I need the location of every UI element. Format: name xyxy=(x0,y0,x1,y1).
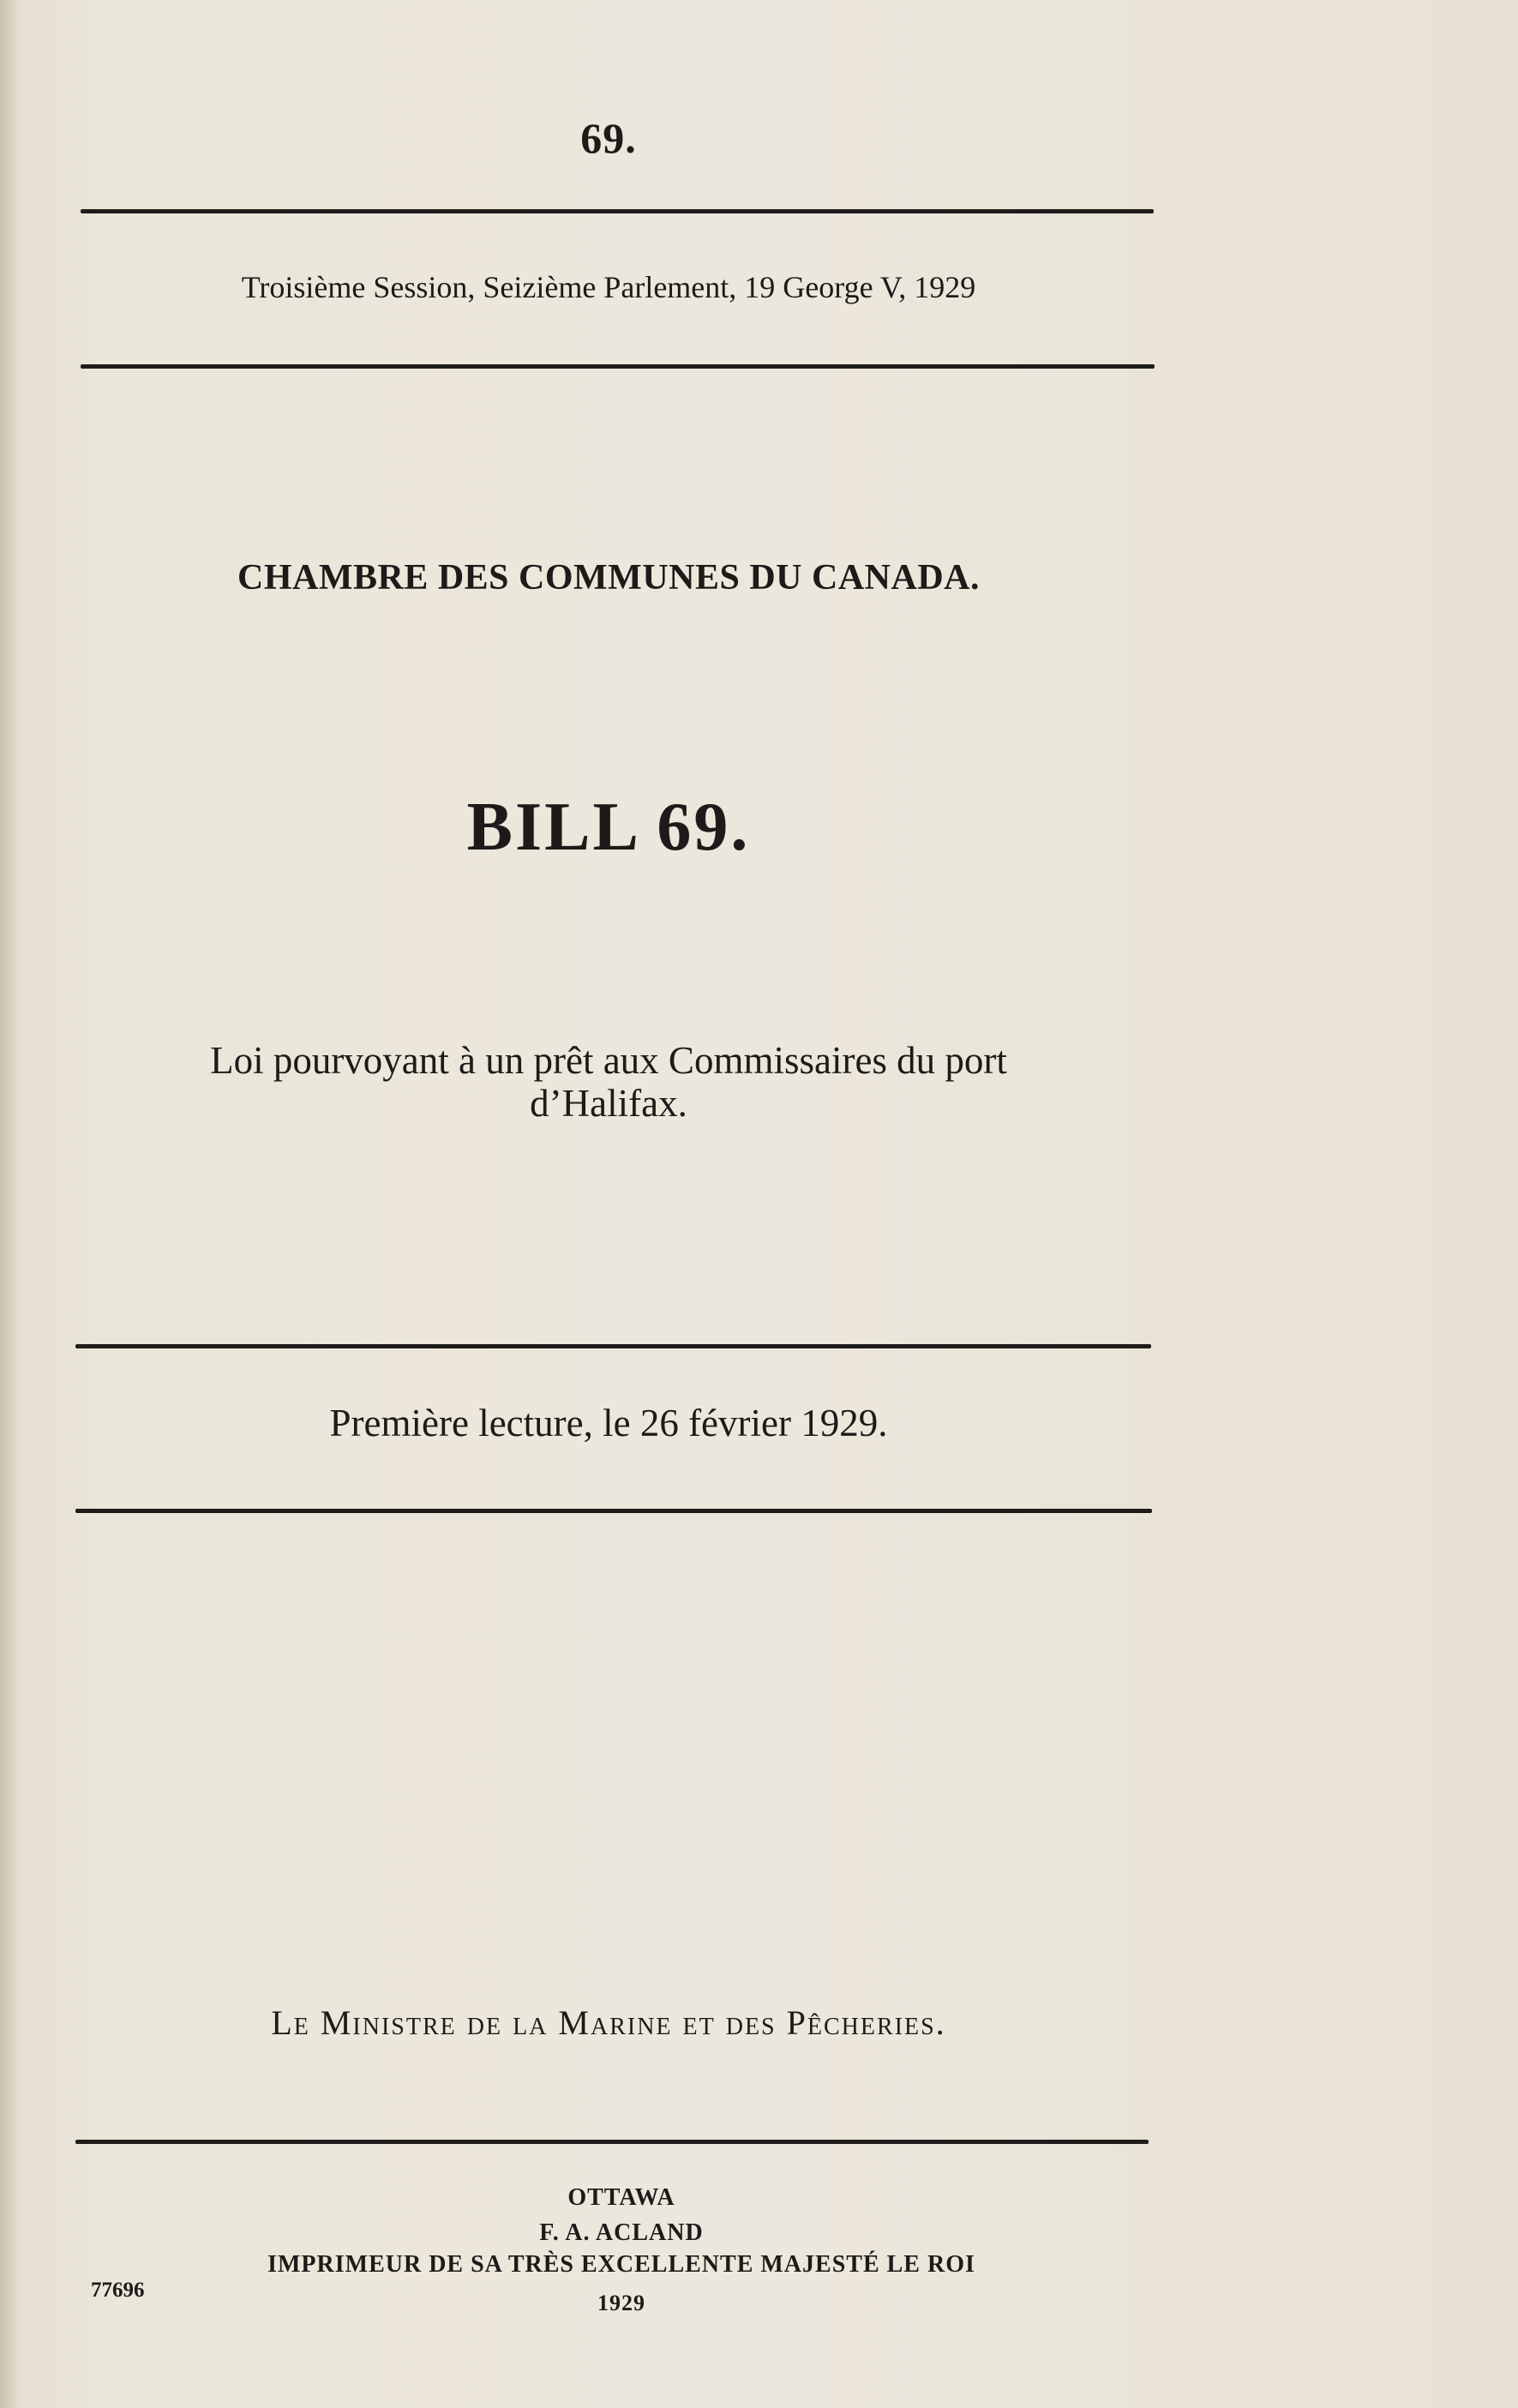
printer-name: F. A. ACLAND xyxy=(539,2219,704,2246)
page-spine-shadow xyxy=(0,0,15,2408)
imprint-rule xyxy=(75,2140,1149,2144)
session-line: Troisième Session, Seizième Parlement, 19 George V, 1929 xyxy=(241,270,976,304)
reading-rule-top xyxy=(75,1344,1151,1348)
printer-title: IMPRIMEUR DE SA TRÈS EXCELLENTE MAJESTÉ LE ROI xyxy=(267,2251,975,2278)
bill-title-line-1: Loi pourvoyant à un prêt aux Commissaires du port xyxy=(210,1039,1007,1082)
imprint-city: OTTAWA xyxy=(567,2184,675,2211)
bill-title-line-2: d’Halifax. xyxy=(530,1082,687,1125)
house-title: CHAMBRE DES COMMUNES DU CANADA. xyxy=(237,558,980,597)
print-number: 77696 xyxy=(91,2279,145,2302)
session-rule xyxy=(81,364,1155,369)
top-rule xyxy=(81,209,1154,213)
bill-number: BILL 69. xyxy=(466,790,751,865)
minister: Le Ministre de la Marine et des Pêcheries. xyxy=(271,2003,946,2042)
reading-rule-bottom xyxy=(75,1509,1152,1513)
bill-title xyxy=(103,1039,1114,1125)
imprint-year: 1929 xyxy=(597,2291,645,2315)
first-reading: Première lecture, le 26 février 1929. xyxy=(329,1402,888,1444)
page-number: 69. xyxy=(580,114,637,162)
